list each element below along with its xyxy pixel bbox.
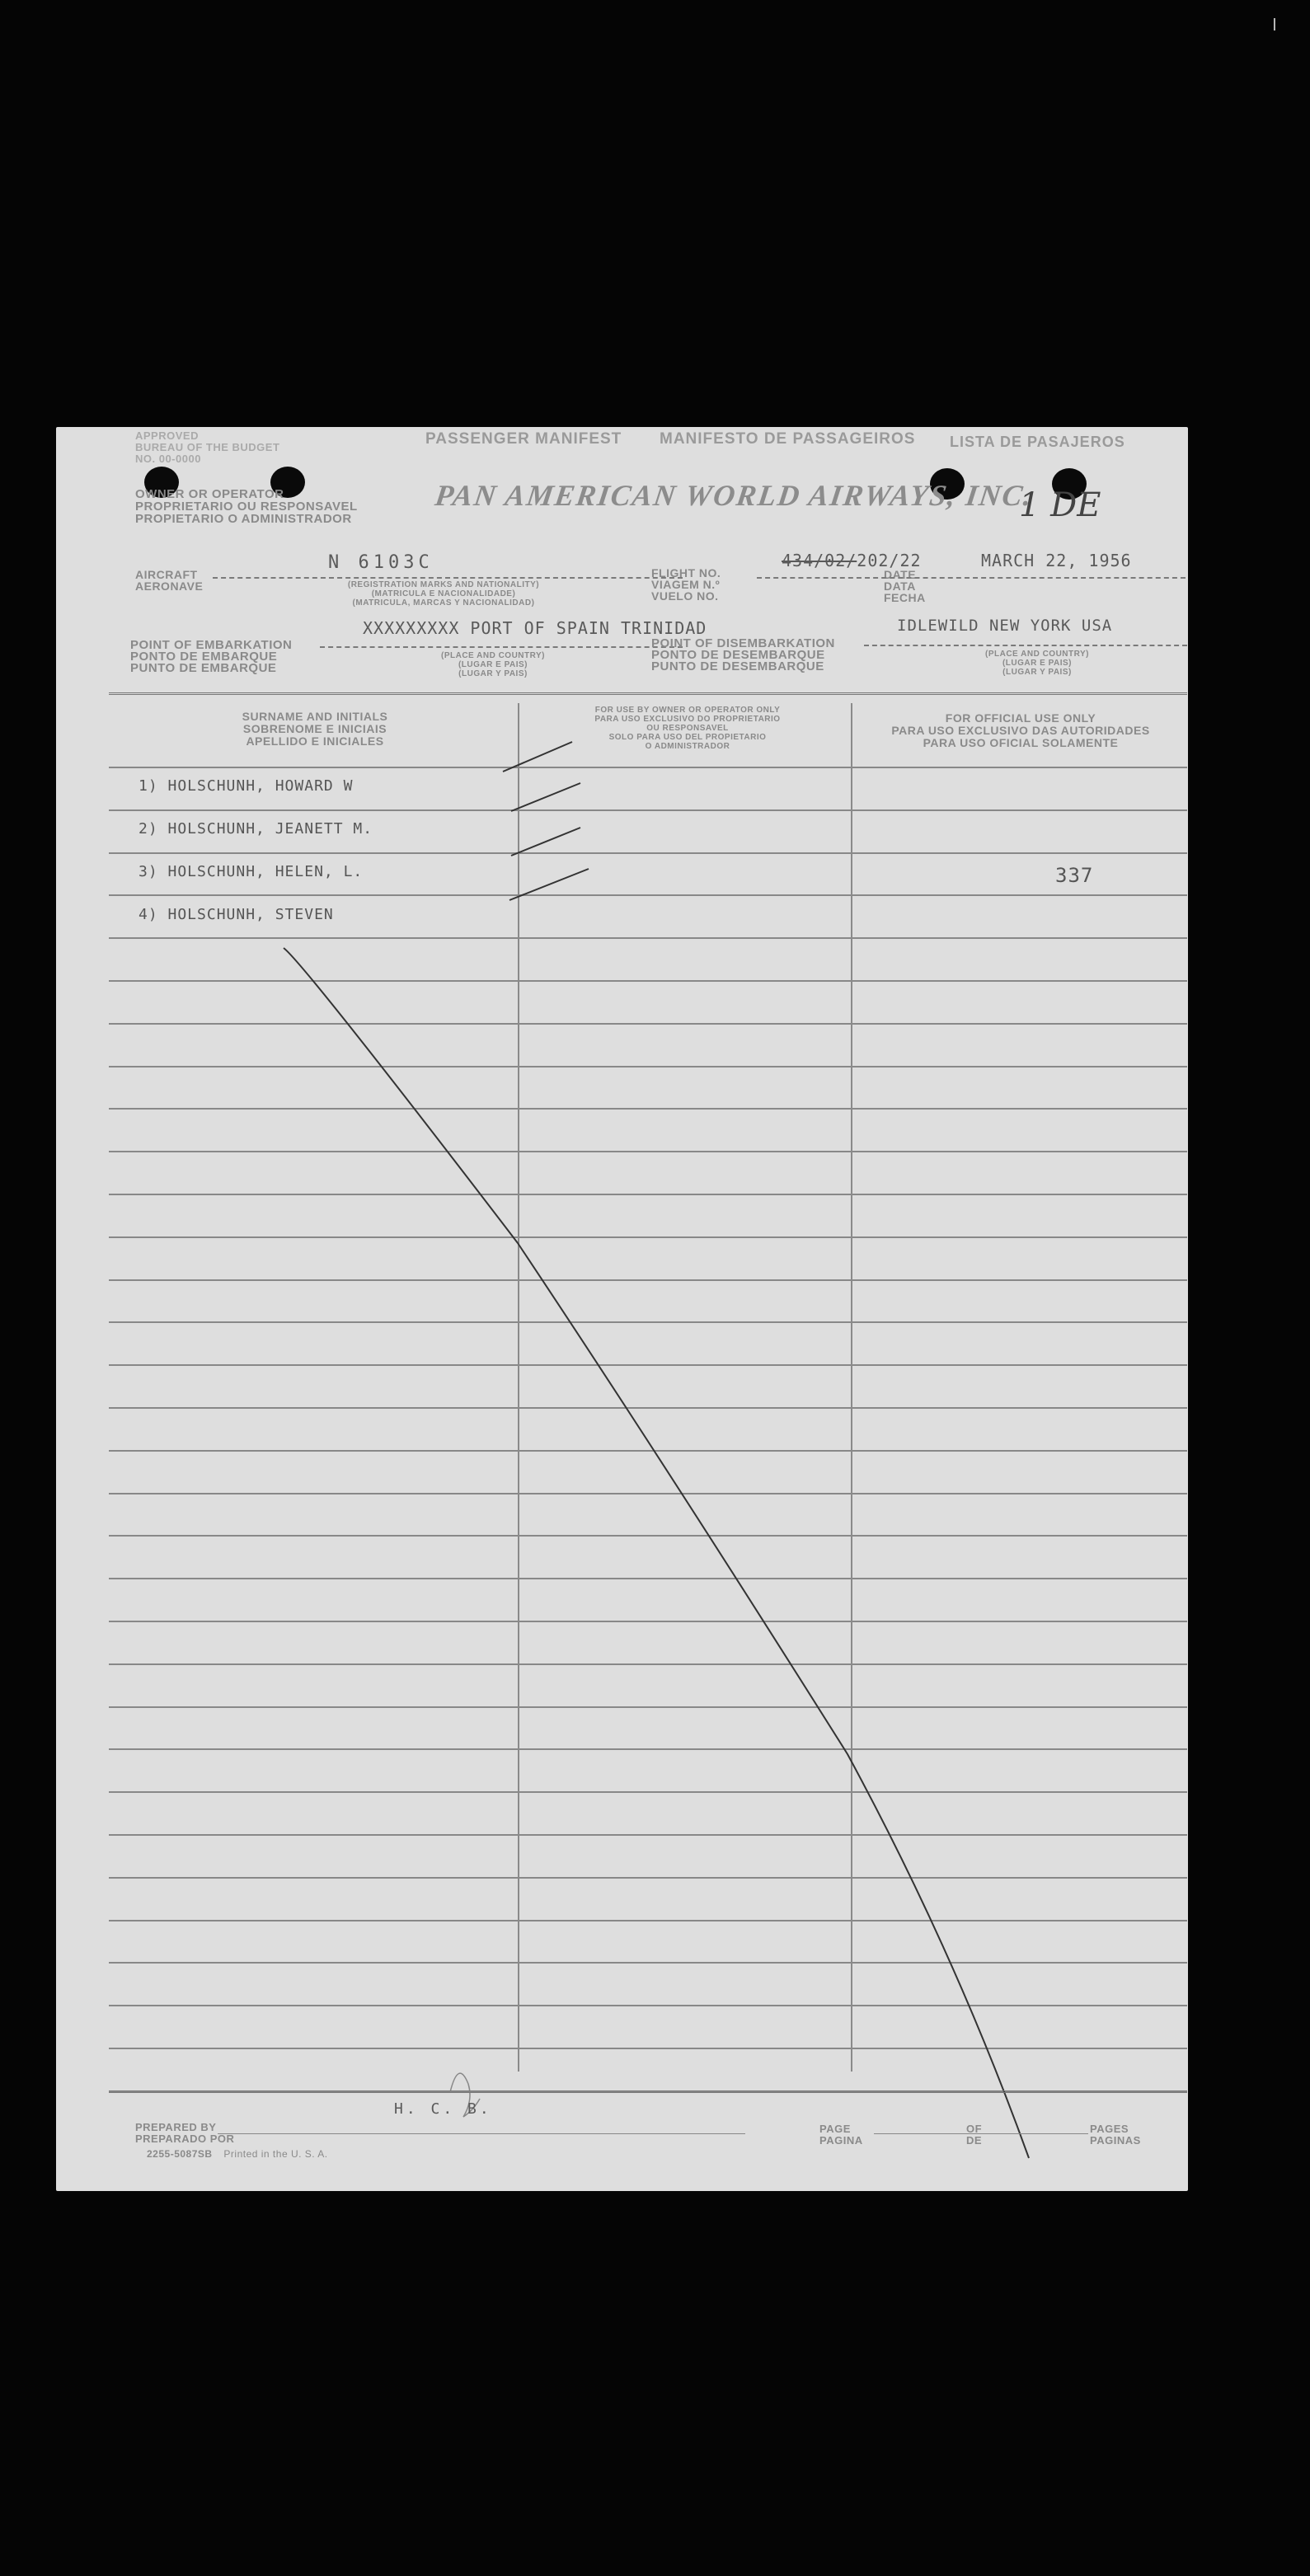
- page-rule: [874, 2133, 1088, 2134]
- title-spanish: LISTA DE PASAJEROS: [950, 434, 1125, 450]
- passenger-official-3: 337: [1055, 864, 1094, 887]
- title-english: PASSENGER MANIFEST: [425, 430, 622, 448]
- prepared-rule: [218, 2133, 745, 2134]
- column-header-owner-use: FOR USE BY OWNER OR OPERATOR ONLY PARA USO EXCLUSIVO DO PROPRIETARIO OU RESPONSAVEL SOLO PARA USO DEL PROPIETARIO O ADMINISTRADOR: [594, 706, 781, 751]
- void-line: [284, 948, 1029, 2158]
- form-number-line: [147, 2148, 328, 2160]
- check-mark: [509, 869, 589, 900]
- form-number: 2255-5087SB: [147, 2148, 213, 2160]
- passenger-name-2: 2) HOLSCHUNH, JEANETT M.: [139, 820, 373, 838]
- date-label: DATE DATA FECHA: [884, 568, 926, 604]
- preparer-initials: H. C. B.: [394, 2100, 492, 2118]
- corner-mark: I: [1272, 15, 1277, 35]
- passenger-name-1: 1) HOLSCHUNH, HOWARD W: [139, 777, 354, 795]
- aircraft-label: AIRCRAFT AERONAVE: [135, 568, 204, 593]
- title-portuguese: MANIFESTO DE PASSAGEIROS: [660, 430, 916, 448]
- page-label: PAGE PAGINA: [819, 2123, 863, 2147]
- disembark-sublabel: (PLACE AND COUNTRY) (LUGAR E PAIS) (LUGAR Y PAIS): [985, 650, 1089, 677]
- embark-label: POINT OF EMBARKATION PONTO DE EMBARQUE PUNTO DE EMBARQUE: [130, 638, 293, 675]
- embark-point: XXXXXXXXX PORT OF SPAIN TRINIDAD: [363, 618, 707, 638]
- disembark-label: POINT OF DISEMBARKATION PONTO DE DESEMBARQUE PUNTO DE DESEMBARQUE: [651, 636, 835, 673]
- embark-sublabel: (PLACE AND COUNTRY) (LUGAR E PAIS) (LUGAR Y PAIS): [441, 651, 545, 678]
- aircraft-sublabel: (REGISTRATION MARKS AND NATIONALITY) (MATRICULA E NACIONALIDADE) (MATRICULA, MARCAS Y NACIONALIDAD): [347, 580, 540, 608]
- column-header-official-use: FOR OFFICIAL USE ONLY PARA USO EXCLUSIVO DAS AUTORIDADES PARA USO OFICIAL SOLAMENTE: [891, 711, 1150, 749]
- prepared-label: PREPARED BY PREPARADO POR: [135, 2121, 235, 2145]
- flight-number-struck: 434/02/: [782, 551, 857, 570]
- flight-date: MARCH 22, 1956: [981, 551, 1132, 570]
- column-header-names: SURNAME AND INITIALS SOBRENOME E INICIAIS APELLIDO E INICIALES: [242, 710, 388, 748]
- manifest-sheet: [56, 427, 1188, 2191]
- printed-note: Printed in the U. S. A.: [223, 2148, 328, 2160]
- check-mark: [511, 783, 580, 811]
- flight-number-value: 202/22: [857, 551, 922, 570]
- aircraft-registration: N 6103C: [328, 552, 434, 573]
- pen-marks: [56, 427, 1188, 2191]
- pages-label: PAGES PAGINAS: [1090, 2123, 1141, 2147]
- of-label: OF DE: [966, 2123, 983, 2147]
- check-mark: [511, 828, 580, 856]
- disembark-point: IDLEWILD NEW YORK USA: [897, 617, 1113, 635]
- passenger-name-4: 4) HOLSCHUNH, STEVEN: [139, 906, 334, 923]
- passenger-name-3: 3) HOLSCHUNH, HELEN, L.: [139, 863, 364, 880]
- check-mark: [503, 742, 572, 772]
- owner-label: OWNER OR OPERATOR PROPRIETARIO OU RESPONSAVEL PROPIETARIO O ADMINISTRADOR: [135, 487, 358, 526]
- flight-label: FLIGHT NO. VIAGEM N.º VUELO NO.: [651, 566, 721, 603]
- airline-name: PAN AMERICAN WORLD AIRWAYS, INC.: [433, 479, 1035, 512]
- approval-block: APPROVED BUREAU OF THE BUDGET NO. 00-0000: [135, 429, 280, 465]
- footer-rule: [109, 2090, 1187, 2093]
- page-mark: 1 DE: [1019, 486, 1101, 524]
